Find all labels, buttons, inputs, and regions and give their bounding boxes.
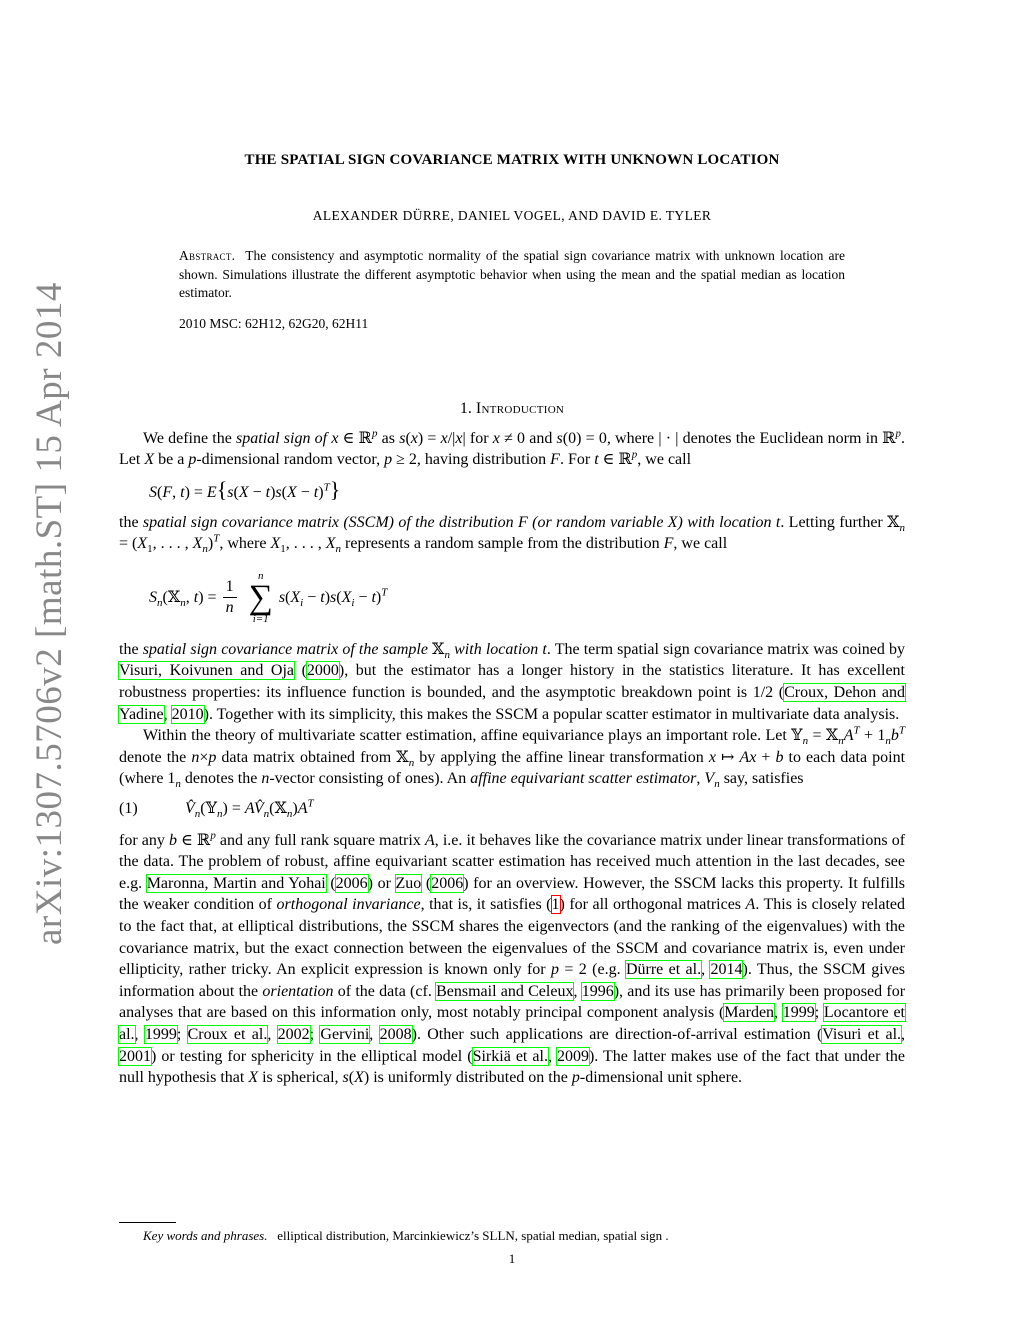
citation-bensmail1996-authors[interactable]: Bensmail and Celeux (436, 982, 574, 1000)
equation-sample-sscm: $S_n(𝕏_n$, t) = $\frac{1}{n}$ n ∑ i=1 $s(X_i - t)s(X_i - t)^T$ (149, 569, 388, 625)
footnote-divider (119, 1222, 176, 1223)
equation-sscm: S(F, $t) = E\{s(X - t)s(X - t)^T\}$ (149, 477, 341, 503)
citation-marden1999-year[interactable]: 1999 (782, 1004, 815, 1022)
paper-authors: ALEXANDER DÜRRE, DANIEL VOGEL, AND DAVID E. TYLER (312, 207, 712, 223)
footnote-text: elliptical distribution, Marcinkiewicz’s SLLN, spatial median, spatial sign . (277, 1228, 669, 1243)
abstract-text: The consistency and asymptotic normality of the spatial sign covariance matrix with unknown location are shown. Simulations illustrate the different asymptotic behavior when using the mean and the spatial median as location estimator. (179, 248, 845, 301)
arxiv-stamp (28, 282, 70, 945)
equation-1: (1) $V̂_n(𝕐_n)$ = $AV̂_n(𝕏_n)A^T$ (119, 797, 314, 821)
equation-1-label: (1) (119, 800, 138, 817)
abstract-label: Abstract. (179, 248, 236, 264)
citation-durre2014-year[interactable]: 2014 (710, 961, 743, 979)
section-number: 1. (459, 400, 472, 418)
abstract (179, 247, 845, 303)
citation-croux2002-year[interactable]: 2002 (277, 1025, 310, 1043)
citation-visuri2001-authors[interactable]: Visuri et al. (822, 1025, 902, 1043)
citation-maronna2006-authors[interactable]: Maronna, Martin and Yohai (146, 874, 326, 892)
paragraph-definition: We define the spatial sign of x ∈ ℝ$^p$ as s(x) = x/|x| for x ≠ 0 and s(0) = 0, where | · | denotes the Euclidean norm in ℝ$^p$. Let X be a p-dimensional random vector, p ≥ 2, having distribution F. For t ∈ ℝ$^p$, we call (119, 427, 906, 469)
citation-durre2014-authors[interactable]: Dürre et al. (625, 961, 702, 979)
citation-gervini2008-authors[interactable]: Gervini (320, 1025, 370, 1043)
section-heading (119, 398, 905, 420)
paper-title: THE SPATIAL SIGN COVARIANCE MATRIX WITH UNKNOWN LOCATION (244, 152, 780, 168)
page-number: 1 (508, 1251, 516, 1266)
citation-locantore1999-year[interactable]: 1999 (144, 1025, 177, 1043)
paragraph-orthogonal: for any b ∈ ℝ$^p$ and any full rank square matrix A, i.e. it behaves like the covariance matrix under linear transformations of the data. The problem of robust, affine equivariant scatter estimation has received much attention in the last decades, see e.g. Maronna, Martin and Yohai (2006) or Zuo (2006) for an overview. However, the SSCM lacks this property. It fulfills the weaker condition of orthogonal invariance, that is, it satisfies (1) for all orthogonal matrices A. This is closely related to the fact that, at elliptical distributions, the SSCM shares the eigenvectors (and the ranking of the eigenvalues) with the covariance matrix, but the exact connection between the eigenvalues of the SSCM and covariance matrix is, even under ellipticity, rather tricky. An explicit expression is known only for p = 2 (e.g. Dürre et al., 2014). Thus, the SSCM gives information about the orientation of the data (cf. Bensmail and Celeux, 1996), and its use has primarily been proposed for analyses that are based on this information only, most notably principal component analysis (Marden, 1999; Locantore et al., 1999; Croux et al., 2002; Gervini, 2008). Other such applications are direction-of-arrival estimation (Visuri et al., 2001) or testing for sphericity in the elliptical model (Sirkiä et al., 2009). The latter makes use of the fact that under the null hypothesis that X is spherical, s(X) is uniformly distributed on the p-dimensional unit sphere. (119, 829, 906, 1087)
paragraph-affine: Within the theory of multivariate scatter estimation, affine equivariance plays an important role. Let 𝕐$_n$ = $𝕏_nA^T + 1_nb^T$ denote the n×p data matrix obtained from 𝕏$_n$ by applying the affine linear transformation x ↦ Ax + b to each data point (where $1_n$ denotes the n-vector consisting of ones). An affine equivariant scatter estimator, $V_n$ say, satisfies (119, 724, 906, 791)
citation-croux2002-authors[interactable]: Croux et al. (187, 1025, 268, 1043)
equation-ref-1[interactable]: 1 (551, 896, 560, 914)
citation-sirkia2009-year[interactable]: 2009 (556, 1047, 589, 1065)
citation-zuo2006-year[interactable]: 2006 (431, 874, 464, 892)
citation-marden1999-authors[interactable]: Marden (724, 1004, 775, 1022)
citation-sirkia2009-authors[interactable]: Sirkiä et al. (472, 1047, 548, 1065)
footnote-label: Key words and phrases. (143, 1228, 268, 1243)
citation-zuo2006-authors[interactable]: Zuo (395, 874, 422, 892)
section-title: Introduction (475, 400, 565, 418)
citation-visuri2001-year[interactable]: 2001 (119, 1047, 151, 1065)
citation-croux2010-year[interactable]: 2010 (171, 705, 204, 723)
citation-croux2010-authors[interactable]: Croux, Dehon and Yadine (119, 684, 905, 723)
msc-codes: 2010 MSC: 62H12, 62G20, 62H11 (179, 315, 369, 331)
citation-bensmail1996-year[interactable]: 1996 (581, 982, 614, 1000)
citation-locantore1999-authors[interactable]: Locantore et al. (119, 1004, 906, 1043)
paragraph-history: the spatial sign covariance matrix of the sample 𝕏$_n$ with location t. The term spatial sign covariance matrix was coined by Visuri, Koivunen and Oja (2000), but the estimator has a longer history in the statistics literature. It has excellent robustness properties: its influence function is bounded, and the asymptotic breakdown point is 1/2 (Croux, Dehon and Yadine, 2010). Together with its simplicity, this makes the SSCM a popular scatter estimator in multivariate data analysis. (119, 640, 906, 723)
paper-page (119, 150, 905, 1089)
citation-maronna2006-year[interactable]: 2006 (335, 874, 368, 892)
arxiv-id: arXiv:1307.5706v2 [math.ST] 15 Apr 2014 (29, 282, 70, 945)
citation-visuri2000-year[interactable]: 2000 (306, 662, 339, 680)
citation-gervini2008-year[interactable]: 2008 (379, 1025, 412, 1043)
paragraph-sample: the spatial sign covariance matrix (SSCM) of the distribution F (or random variable X) with location t. Letting further 𝕏$_n$ = ($X_1$, . . . , $X_n)^T$, where $X_1$, . . . , $X_n$ represents a random sample from the distribution F, we call (119, 513, 906, 556)
footnote-keywords (143, 1228, 669, 1244)
citation-visuri2000-authors[interactable]: Visuri, Koivunen and Oja (119, 662, 295, 680)
